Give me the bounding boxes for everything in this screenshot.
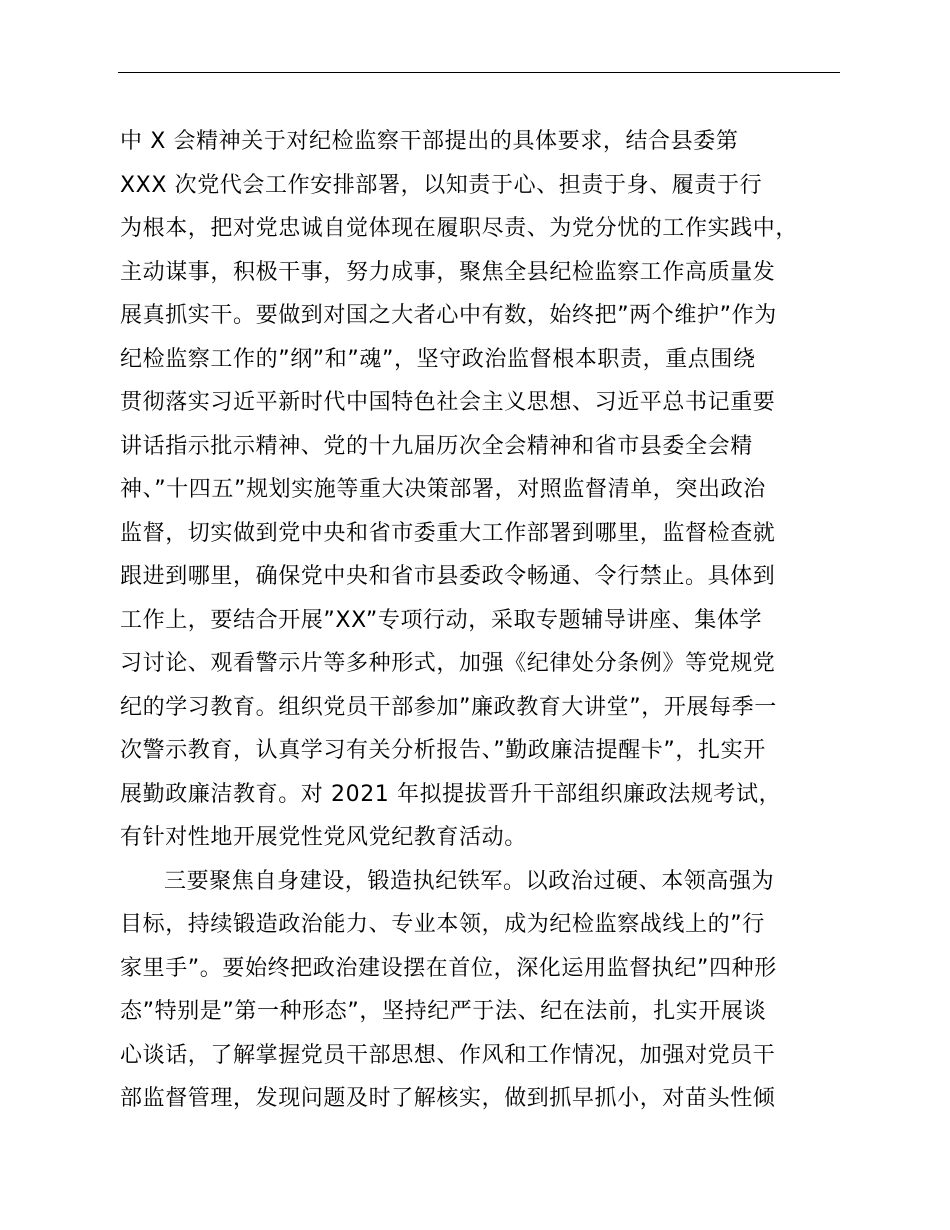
text-line: 纪的学习教育。组织党员干部参加”廉政教育大讲堂”，开展每季一 <box>120 694 777 720</box>
text-line: 部监督管理，发现问题及时了解核实，做到抓早抓小，对苗头性倾 <box>120 1086 776 1111</box>
text-line: 次警示教育，认真学习有关分析报告、”勤政廉洁提醒卡”，扎实开 <box>120 738 766 763</box>
text-line: 跟进到哪里，确保党中央和省市县委政令畅通、令行禁止。具体到 <box>120 564 776 589</box>
text-line: 贯彻落实习近平新时代中国特色社会主义思想、习近平总书记重要 <box>120 390 776 415</box>
text-line: XXX 次党代会工作安排部署，以知责于心、担责于身、履责于行 <box>120 172 763 198</box>
text-line: 展勤政廉洁教育。对 2021 年拟提拔晋升干部组织廉政法规考试， <box>120 781 782 807</box>
text-line: 为根本，把对党忠诚自觉体现在履职尽责、为党分忧的工作实践中， <box>120 216 799 241</box>
text-line: 中 X 会精神关于对纪检监察干部提出的具体要求，结合县委第 <box>120 129 739 154</box>
text-line: 习讨论、观看警示片等多种形式，加强《纪律处分条例》等党规党 <box>120 651 776 676</box>
text-line: 三要聚焦自身建设，锻造执纪铁军。以政治过硬、本领高强为 <box>164 868 775 894</box>
text-line: 心谈话，了解掌握党员干部思想、作风和工作情况，加强对党员干 <box>120 1042 776 1068</box>
text-line: 讲话指示批示精神、党的十九届历次全会精神和省市县委全会精 <box>120 433 753 459</box>
text-line: 纪检监察工作的”纲”和”魂”，坚守政治监督根本职责，重点围绕 <box>120 346 756 372</box>
document-body <box>120 120 850 1121</box>
text-line: 神、”十四五”规划实施等重大决策部署，对照监督清单，突出政治 <box>120 477 766 502</box>
header-rule <box>118 72 840 73</box>
text-line: 主动谋事，积极干事，努力成事，聚焦全县纪检监察工作高质量发 <box>120 259 776 285</box>
text-line: 目标，持续锻造政治能力、专业本领，成为纪检监察战线上的”行 <box>120 912 765 937</box>
text-line: 态”特别是”第一种形态”，坚持纪严于法、纪在法前，扎实开展谈 <box>120 999 767 1024</box>
text-line: 工作上，要结合开展”XX”专项行动，采取专题辅导讲座、集体学 <box>120 607 763 633</box>
text-line: 监督，切实做到党中央和省市委重大工作部署到哪里，监督检查就 <box>120 520 776 546</box>
text-line: 有针对性地开展党性党风党纪教育活动。 <box>120 825 527 850</box>
paragraph-2 <box>120 860 850 1121</box>
text-line: 展真抓实干。要做到对国之大者心中有数，始终把”两个维护”作为 <box>120 303 777 328</box>
text-line: 家里手”。要始终把政治建设摆在首位，深化运用监督执纪”四种形 <box>120 955 777 981</box>
paragraph-1 <box>120 120 850 860</box>
